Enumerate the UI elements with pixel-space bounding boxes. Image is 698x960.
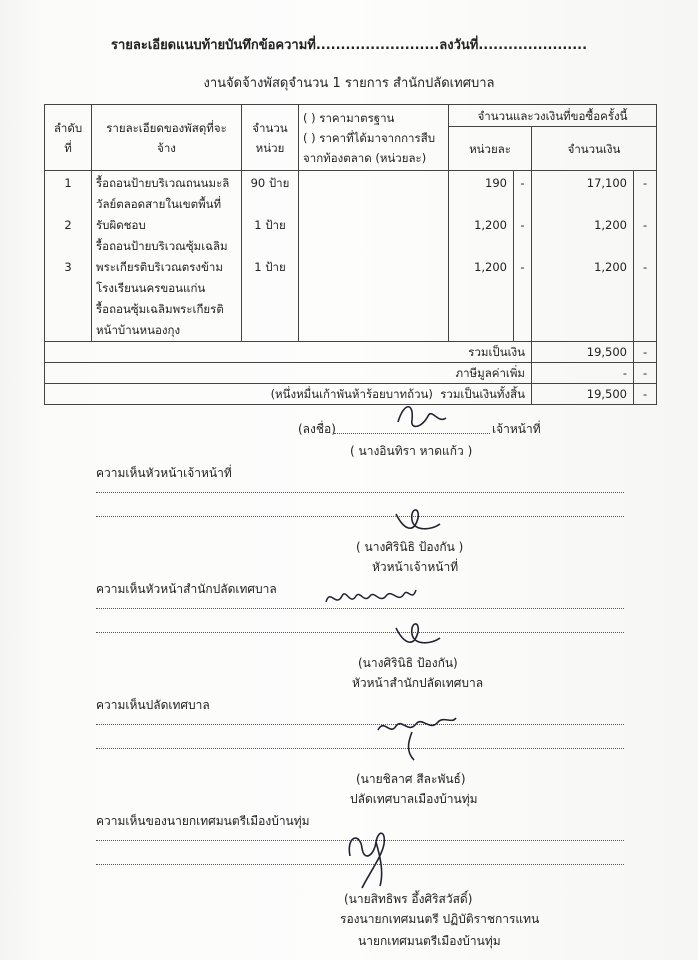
officer-signature [392,398,452,438]
page-subtitle: งานจัดจ้างพัสดุจำนวน 1 รายการ สำนักปลัดเทศบาล [203,76,495,91]
section2-label: ความเห็นหัวหน้าสำนักปลัดเทศบาล [96,582,277,596]
officer-name: ( นางอินทิรา หาดแก้ว ) [350,444,473,458]
row-quantities: 90 ป้าย 1 ป้าย 1 ป้าย [242,171,299,342]
vat-value: - [532,363,634,384]
subtotal-satang: - [634,342,657,363]
total-row [45,384,657,405]
vat-row [45,363,657,384]
row-amount-satang: - - - [634,171,657,342]
row-unit-satang: - - - [514,171,532,342]
row-ref-prices [299,171,449,342]
section2-name: (นางศิรินิธิ ป้องกัน) [358,656,458,670]
section1-line [96,492,624,493]
total-label: (หนึ่งหมื่นเก้าพันห้าร้อยบาทถ้วน) รวมเป็นเงินทั้งสิ้น [45,384,532,405]
row-amounts: 17,100 1,200 1,200 [532,171,634,342]
page-title: รายละเอียดแนบท้ายบันทึกข้อความที่.........................ลงวันที่...................... [110,38,588,53]
section1-role: หัวหน้าเจ้าหน้าที่ [372,560,459,574]
total-words: (หนึ่งหมื่นเก้าพันห้าร้อยบาทถ้วน) [270,387,433,401]
items-table [44,104,657,405]
total-value: 19,500 [532,384,634,405]
vat-satang: - [634,363,657,384]
table-row [45,171,657,342]
section1-label: ความเห็นหัวหน้าเจ้าหน้าที่ [96,466,232,480]
header-no: ลำดับ ที่ [45,105,92,171]
header-desc: รายละเอียดของพัสดุที่จะ จ้าง [92,105,242,171]
officer-sign-prefix: (ลงชื่อ) [298,422,336,436]
section4-role-1: รองนายกเทศมนตรี ปฏิบัติราชการแทน [340,912,540,926]
section4-label: ความเห็นของนายกเทศมนตรีเมืองบ้านทุ่ม [96,814,310,828]
section2-line [96,632,624,633]
section3-line [96,748,624,749]
section1-signature [388,500,448,540]
section4-name: (นายสิทธิพร อึ้งศิริสวัสดิ์) [344,892,473,906]
header-unit-price: หน่วยละ [449,127,532,171]
section3-name: (นายชิลาศ สีละพันธ์) [356,772,466,786]
header-price: ( ) ราคามาตรฐาน ( ) ราคาที่ได้มาจากการสืบ จากท้องตลาด (หน่วยละ) [299,105,449,171]
row-unit-prices: 190 1,200 1,200 [449,171,514,342]
section2-role: หัวหน้าสำนักปลัดเทศบาล [352,676,484,690]
section4-role-2: นายกเทศมนตรีเมืองบ้านทุ่ม [358,934,501,948]
header-amount: จำนวนเงิน [532,127,657,171]
total-satang: - [634,384,657,405]
subtotal-label: รวมเป็นเงิน [45,342,532,363]
section3-role: ปลัดเทศบาลเมืองบ้านทุ่ม [350,792,478,806]
section3-line [96,724,624,725]
section1-line [96,516,624,517]
row-descriptions: รื้อถอนป้ายบริเวณถนนมะลิ วัลย์ตลอดสายในเขตพื้นที่ รับผิดชอบ รื้อถอนป้ายบริเวณซุ้มเฉลิม พระเกียรติบริเวณตรงข้าม โรงเรียนนครขอนแก่น รื้อถอนซุ้มเฉลิมพระเกียรติ หน้าบ้านหนองกุง [92,171,242,342]
officer-role: เจ้าหน้าที่ [492,422,541,436]
header-budget: จำนวนและวงเงินที่ขอซื้อครั้งนี้ [449,105,657,127]
header-qty: จำนวน หน่วย [242,105,299,171]
section2-handwriting [322,582,422,612]
section3-label: ความเห็นปลัดเทศบาล [96,698,210,712]
subtotal-value: 19,500 [532,342,634,363]
section2-signature [388,614,448,654]
section4-signature [340,816,400,896]
section3-signature [372,712,462,768]
vat-label: ภาษีมูลค่าเพิ่ม [45,363,532,384]
subtotal-row [45,342,657,363]
row-numbers: 1 2 3 [45,171,92,342]
section1-name: ( นางศิรินิธิ ป้องกัน ) [356,540,464,554]
